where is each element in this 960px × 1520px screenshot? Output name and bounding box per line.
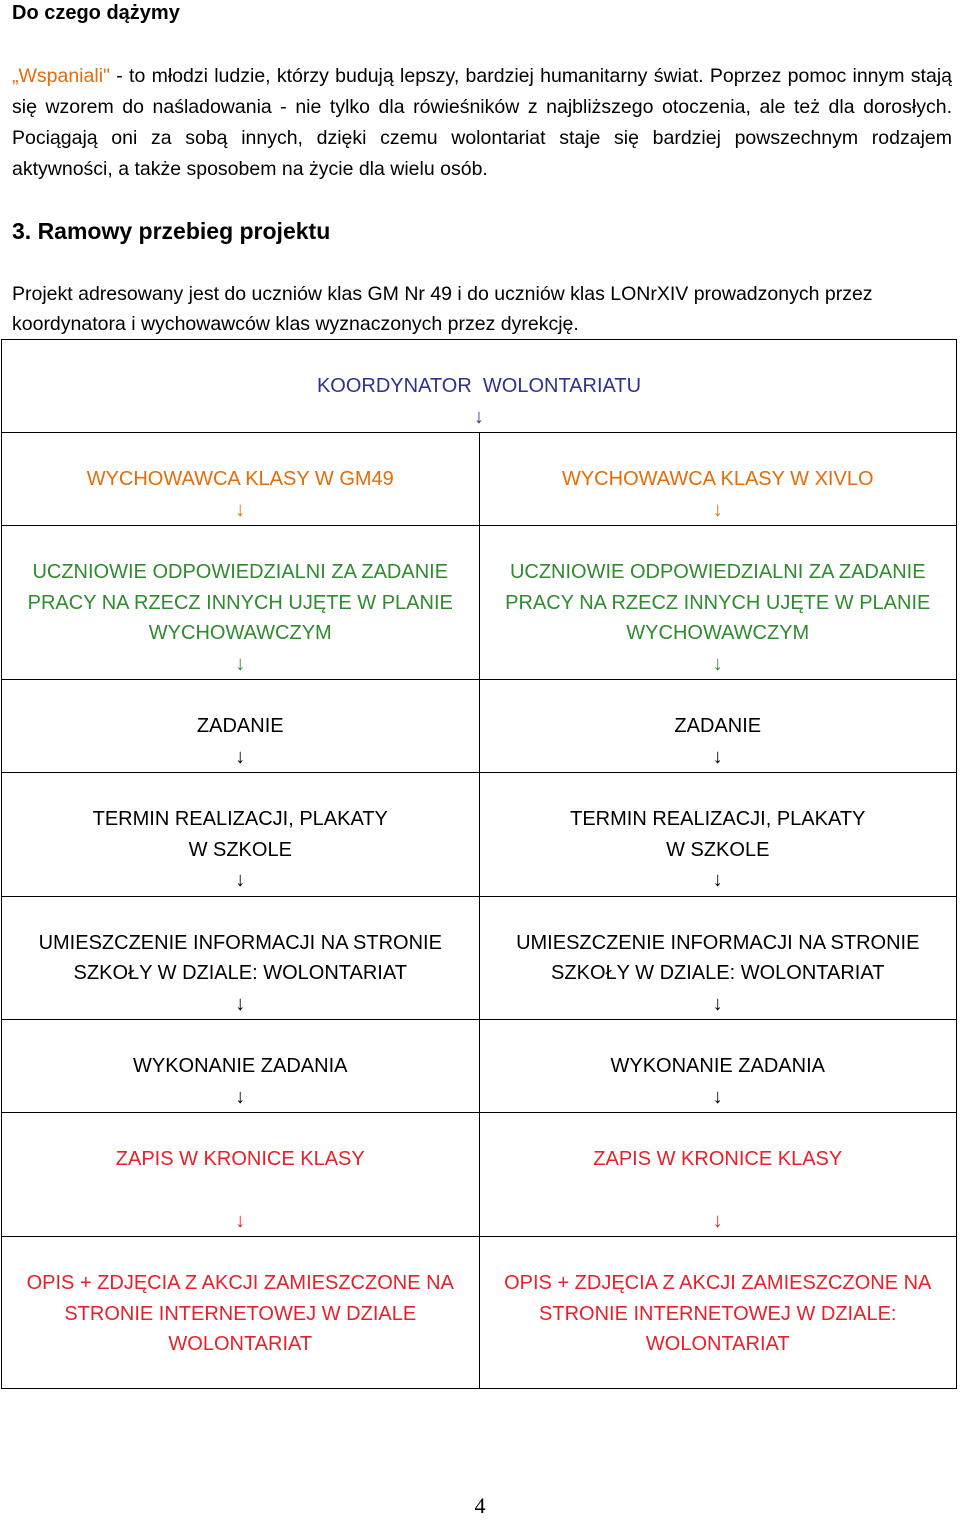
- flow-deadline-label-left: TERMIN REALIZACJI, PLAKATY W SZKOLE: [92, 808, 388, 861]
- section-3-title: 3. Ramowy przebieg projektu: [12, 218, 331, 244]
- flow-execution-cell-right: [479, 1020, 957, 1113]
- arrow-down-icon: ↓: [235, 869, 246, 891]
- arrow-down-icon: ↓: [235, 745, 246, 768]
- flow-website-info-cell-left: [2, 896, 480, 1020]
- page-number: 4: [474, 1493, 486, 1518]
- flow-coordinator-cell: [2, 340, 957, 433]
- flow-deadline-cell-right: [479, 773, 957, 897]
- flow-students-label-right: UCZNIOWIE ODPOWIEDZIALNI ZA ZADANIE PRACY NA RZECZ INNYCH UJĘTE W PLANIE WYCHOWAWCZYM: [505, 561, 931, 644]
- arrow-down-icon: ↓: [235, 1085, 246, 1108]
- arrow-down-icon: ↓: [712, 992, 723, 1015]
- section-3-body: Projekt adresowany jest do uczniów klas GM Nr 49 i do uczniów klas LONrXIV prowadzonych przez koordynatora i wychowawców klas wyznaczonych przez dyrekcję.: [12, 283, 873, 335]
- flow-task-label-left: ZADANIE: [196, 715, 284, 737]
- flow-report-label-left: OPIS + ZDJĘCIA Z AKCJI ZAMIESZCZONE NA STRONIE INTERNETOWEJ W DZIALE WOLONTARIAT: [26, 1272, 454, 1355]
- flow-execution-label-right: WYKONANIE ZADANIA: [610, 1055, 825, 1077]
- flow-website-info-cell-right: [479, 896, 957, 1020]
- intro-text: - to młodzi ludzie, którzy budują lepszy, bardziej humanitarny świat. Poprzez pomoc innym stają się wzorem do naśladowania - nie tylko dla rówieśników z najbliższego otoczenia, ale też dla dorosłych. Pociągają oni za sobą innych, dzięki czemu wolontariat staje się bardziej powszechnym rodzajem aktywności, a także sposobem na życie dla wielu osób.: [12, 65, 952, 180]
- flow-chronicle-cell-left: [2, 1113, 480, 1237]
- arrow-down-icon: ↓: [712, 745, 723, 768]
- flow-report-cell-left: [2, 1237, 480, 1389]
- flow-report-cell-right: [479, 1237, 957, 1389]
- flow-xivlo-teacher-cell: [479, 433, 957, 526]
- flow-chronicle-cell-right: [479, 1113, 957, 1237]
- arrow-down-icon: ↓: [712, 652, 723, 675]
- arrow-down-icon: ↓: [712, 498, 723, 521]
- arrow-down-icon: ↓: [712, 1209, 723, 1232]
- arrow-down-icon: ↓: [235, 498, 246, 521]
- arrow-down-icon: ↓: [474, 405, 484, 428]
- flow-deadline-label-right: TERMIN REALIZACJI, PLAKATY W SZKOLE: [570, 808, 866, 861]
- flow-task-label-right: ZADANIE: [674, 715, 762, 737]
- project-flowchart: [1, 339, 957, 1389]
- arrow-down-icon: ↓: [235, 1209, 246, 1232]
- flow-report-label-right: OPIS + ZDJĘCIA Z AKCJI ZAMIESZCZONE NA STRONIE INTERNETOWEJ W DZIALE: WOLONTARIAT: [504, 1272, 932, 1355]
- arrow-down-icon: ↓: [235, 992, 246, 1015]
- flow-coordinator-label: KOORDYNATOR WOLONTARIATU: [316, 375, 642, 397]
- flow-deadline-cell-left: [2, 773, 480, 897]
- flow-task-cell-right: [479, 680, 957, 773]
- flow-website-info-label-left: UMIESZCZENIE INFORMACJI NA STRONIE SZKOŁY W DZIALE: WOLONTARIAT: [38, 931, 442, 984]
- flow-gm49-teacher-cell: [2, 433, 480, 526]
- flow-gm49-teacher-label: WYCHOWAWCA KLASY W GM49: [86, 468, 394, 490]
- flow-students-label-left: UCZNIOWIE ODPOWIEDZIALNI ZA ZADANIE PRACY NA RZECZ INNYCH UJĘTE W PLANIE WYCHOWAWCZYM: [27, 561, 453, 644]
- flow-chronicle-label-left: ZAPIS W KRONICE KLASY: [115, 1148, 365, 1170]
- intro-quote: „Wspaniali": [12, 65, 110, 87]
- flow-website-info-label-right: UMIESZCZENIE INFORMACJI NA STRONIE SZKOŁY W DZIALE: WOLONTARIAT: [516, 931, 920, 984]
- flow-students-cell-right: [479, 526, 957, 680]
- flow-xivlo-teacher-label: WYCHOWAWCA KLASY W XIVLO: [561, 468, 874, 490]
- section-heading: Do czego dążymy: [12, 2, 180, 24]
- arrow-down-icon: ↓: [235, 652, 246, 675]
- flow-chronicle-label-right: ZAPIS W KRONICE KLASY: [593, 1148, 843, 1170]
- arrow-down-icon: ↓: [712, 1085, 723, 1108]
- flow-execution-label-left: WYKONANIE ZADANIA: [133, 1055, 348, 1077]
- arrow-down-icon: ↓: [712, 869, 723, 891]
- flow-students-cell-left: [2, 526, 480, 680]
- flow-task-cell-left: [2, 680, 480, 773]
- intro-paragraph: [12, 61, 952, 185]
- flow-execution-cell-left: [2, 1020, 480, 1113]
